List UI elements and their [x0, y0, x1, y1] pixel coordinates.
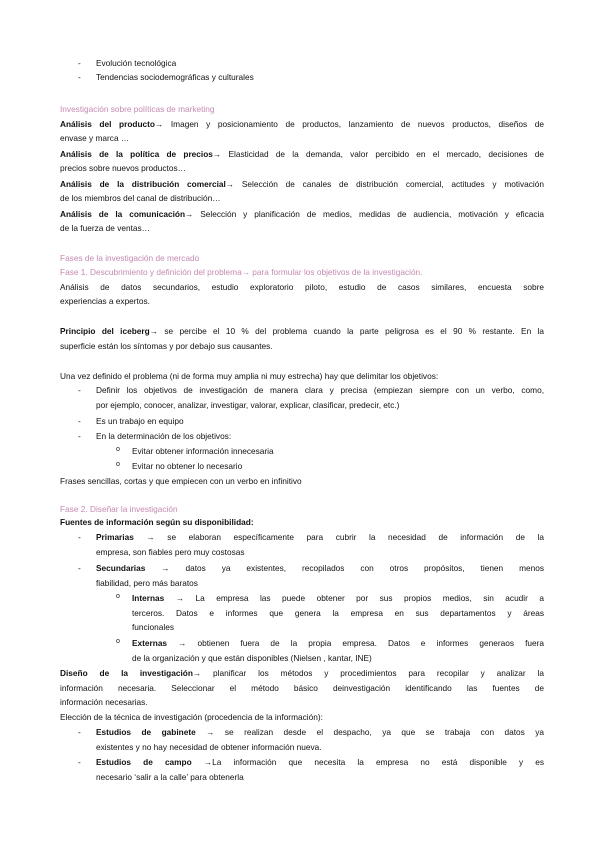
arrow-icon: →: [212, 149, 222, 159]
text-line: información necesarias.: [60, 697, 148, 707]
bullet-dash: -: [78, 385, 81, 395]
arrow-icon: →: [178, 638, 187, 648]
text-line: necesario ‘salir a la calle’ para obtenerla: [96, 772, 244, 782]
text-line: de la organización y que están disponibles (Nielsen , kantar, INE): [132, 653, 372, 663]
term: Análisis de la política de precios: [60, 149, 213, 159]
text-line: empresa, son fiables pero muy costosas: [96, 547, 245, 557]
term: Estudios de gabinete: [96, 727, 196, 737]
bullet-dash: -: [78, 532, 81, 542]
list-item-gabinete: [96, 727, 544, 737]
bullet-dash: -: [78, 563, 81, 573]
list-item-secundarias: [96, 563, 544, 573]
arrow-icon: →: [146, 532, 155, 542]
bullet-dash: -: [78, 727, 81, 737]
term: Primarias: [96, 532, 134, 542]
text-line: información necesaria. Seleccionar el método básico deinvestigación identificando las fuentes de: [60, 683, 544, 693]
text: se realizan desde el despacho, ya que se trabaja con datos ya: [214, 727, 544, 737]
policy-item-product: [60, 119, 544, 129]
list-item-internas: [132, 593, 544, 603]
text: planificar los métodos y procedimientos para recopilar y analizar la: [201, 668, 544, 678]
arrow-icon: →: [149, 326, 158, 336]
text-line: Análisis de datos secundarios, estudio exploratorio piloto, estudio de casos similares, encuesta sobre: [60, 282, 544, 292]
circle-bullet-icon: o: [116, 593, 120, 600]
phase1-title: [60, 267, 544, 277]
research-design: [60, 668, 544, 678]
text-line: Elección de la técnica de investigación (procedencia de la información):: [60, 712, 323, 722]
arrow-icon: →: [154, 119, 164, 129]
text: Imagen y posicionamiento de productos, lanzamiento de nuevos productos, diseños de: [163, 119, 544, 129]
term: Análisis del producto: [60, 119, 155, 129]
list-item: Evolución tecnológica: [96, 58, 177, 68]
circle-bullet-icon: o: [116, 638, 120, 645]
text-line: precios sobre nuevos productos…: [60, 163, 186, 173]
list-item: Evitar no obtener lo necesario: [132, 461, 243, 471]
text-line: terceros. Datos e informes que genera la empresa en sus departamentos y áreas: [132, 608, 544, 618]
term: Principio del iceberg: [60, 326, 150, 336]
arrow-icon: →: [161, 563, 170, 573]
bullet-dash: -: [78, 757, 81, 767]
text-line: envase y marca …: [60, 133, 130, 143]
term: Internas: [132, 593, 165, 603]
text-line: funcionales: [132, 622, 174, 632]
list-item: Tendencias sociodemográficas y culturales: [96, 72, 254, 82]
arrow-icon: →: [225, 179, 235, 189]
text-line: Frases sencillas, cortas y que empiecen con un verbo en infinitivo: [60, 476, 302, 486]
list-item: En la determinación de los objetivos:: [96, 431, 232, 441]
policy-item-pricing: [60, 149, 544, 159]
list-item: Definir los objetivos de investigación de manera clara y precisa (empiezan siempre con un verbo, como,: [96, 385, 544, 395]
term: Diseño de la investigación: [60, 668, 193, 678]
text-line: por ejemplo, conocer, analizar, investigar, valorar, explicar, clasificar, predecir, etc.): [96, 400, 400, 410]
iceberg-principle: [60, 326, 544, 336]
text: La empresa las puede obtener por sus propios medios, sin acudir a: [184, 593, 544, 603]
text-line: fiabilidad, pero más baratos: [96, 578, 198, 588]
sources-heading: Fuentes de información según su disponibilidad:: [60, 517, 254, 527]
list-item: Es un trabajo en equipo: [96, 416, 184, 426]
arrow-icon: →: [185, 209, 194, 219]
term: Secundarias: [96, 563, 146, 573]
arrow-icon: →: [241, 267, 250, 277]
text-line: experiencias a expertos.: [60, 296, 150, 306]
arrow-icon: →: [206, 727, 215, 737]
policy-item-communication: [60, 209, 544, 219]
list-item-campo: [96, 757, 544, 767]
section-heading-policies: Investigación sobre políticas de marketing: [60, 104, 215, 114]
text-line: superficie están los síntomas y por debajo sus causantes.: [60, 341, 273, 351]
bullet-dash: -: [78, 58, 81, 68]
text: Selección y planificación de medios, medidas de audiencia, motivación y eficacia: [193, 209, 544, 219]
section-heading-phases: Fases de la investigación de mercado: [60, 253, 200, 263]
text: se percibe el 10 % del problema cuando la parte peligrosa es el 90 % restante. En la: [158, 326, 544, 336]
text: obtienen fuera de la propia empresa. Datos e informes generaos fuera: [186, 638, 544, 648]
text: Fase 1. Descubrimiento y definición del problema: [60, 267, 242, 277]
arrow-icon: →: [203, 757, 213, 767]
list-item-externas: [132, 638, 544, 648]
text: para formular los objetivos de la investigación.: [250, 267, 423, 277]
text: se elaboran específicamente para cubrir la necesidad de información de la: [154, 532, 545, 542]
phase2-title: Fase 2. Diseñar la investigación: [60, 504, 178, 514]
term: Análisis de la comunicación: [60, 209, 186, 219]
text: datos ya existentes, recopilados con otros propósitos, tienen menos: [169, 563, 544, 573]
policy-item-distribution: [60, 179, 544, 189]
term: Estudios de campo: [96, 757, 192, 767]
text: Selección de canales de distribución comercial, actitudes y motivación: [234, 179, 545, 189]
circle-bullet-icon: o: [116, 446, 120, 453]
text-line: Una vez definido el problema (ni de forma muy amplia ni muy estrecha) hay que delimitar los objetivos:: [60, 371, 439, 381]
text-line: existentes y no hay necesidad de obtener información nueva.: [96, 742, 322, 752]
list-item: Evitar obtener información innecesaria: [132, 446, 274, 456]
bullet-dash: -: [78, 431, 81, 441]
text-line: de la fuerza de ventas…: [60, 223, 150, 233]
list-item-primarias: [96, 532, 544, 542]
bullet-dash: -: [78, 416, 81, 426]
arrow-icon: →: [192, 668, 202, 678]
term: Análisis de la distribución comercial: [60, 179, 226, 189]
circle-bullet-icon: o: [116, 461, 120, 468]
text-line: de los miembros del canal de distribución…: [60, 193, 221, 203]
text: Elasticidad de la demanda, valor percibido en el mercado, decisiones de: [221, 149, 544, 159]
bullet-dash: -: [78, 72, 81, 82]
term: Externas: [132, 638, 168, 648]
arrow-icon: →: [175, 593, 185, 603]
text: La información que necesita la empresa no está disponible y es: [212, 757, 544, 767]
